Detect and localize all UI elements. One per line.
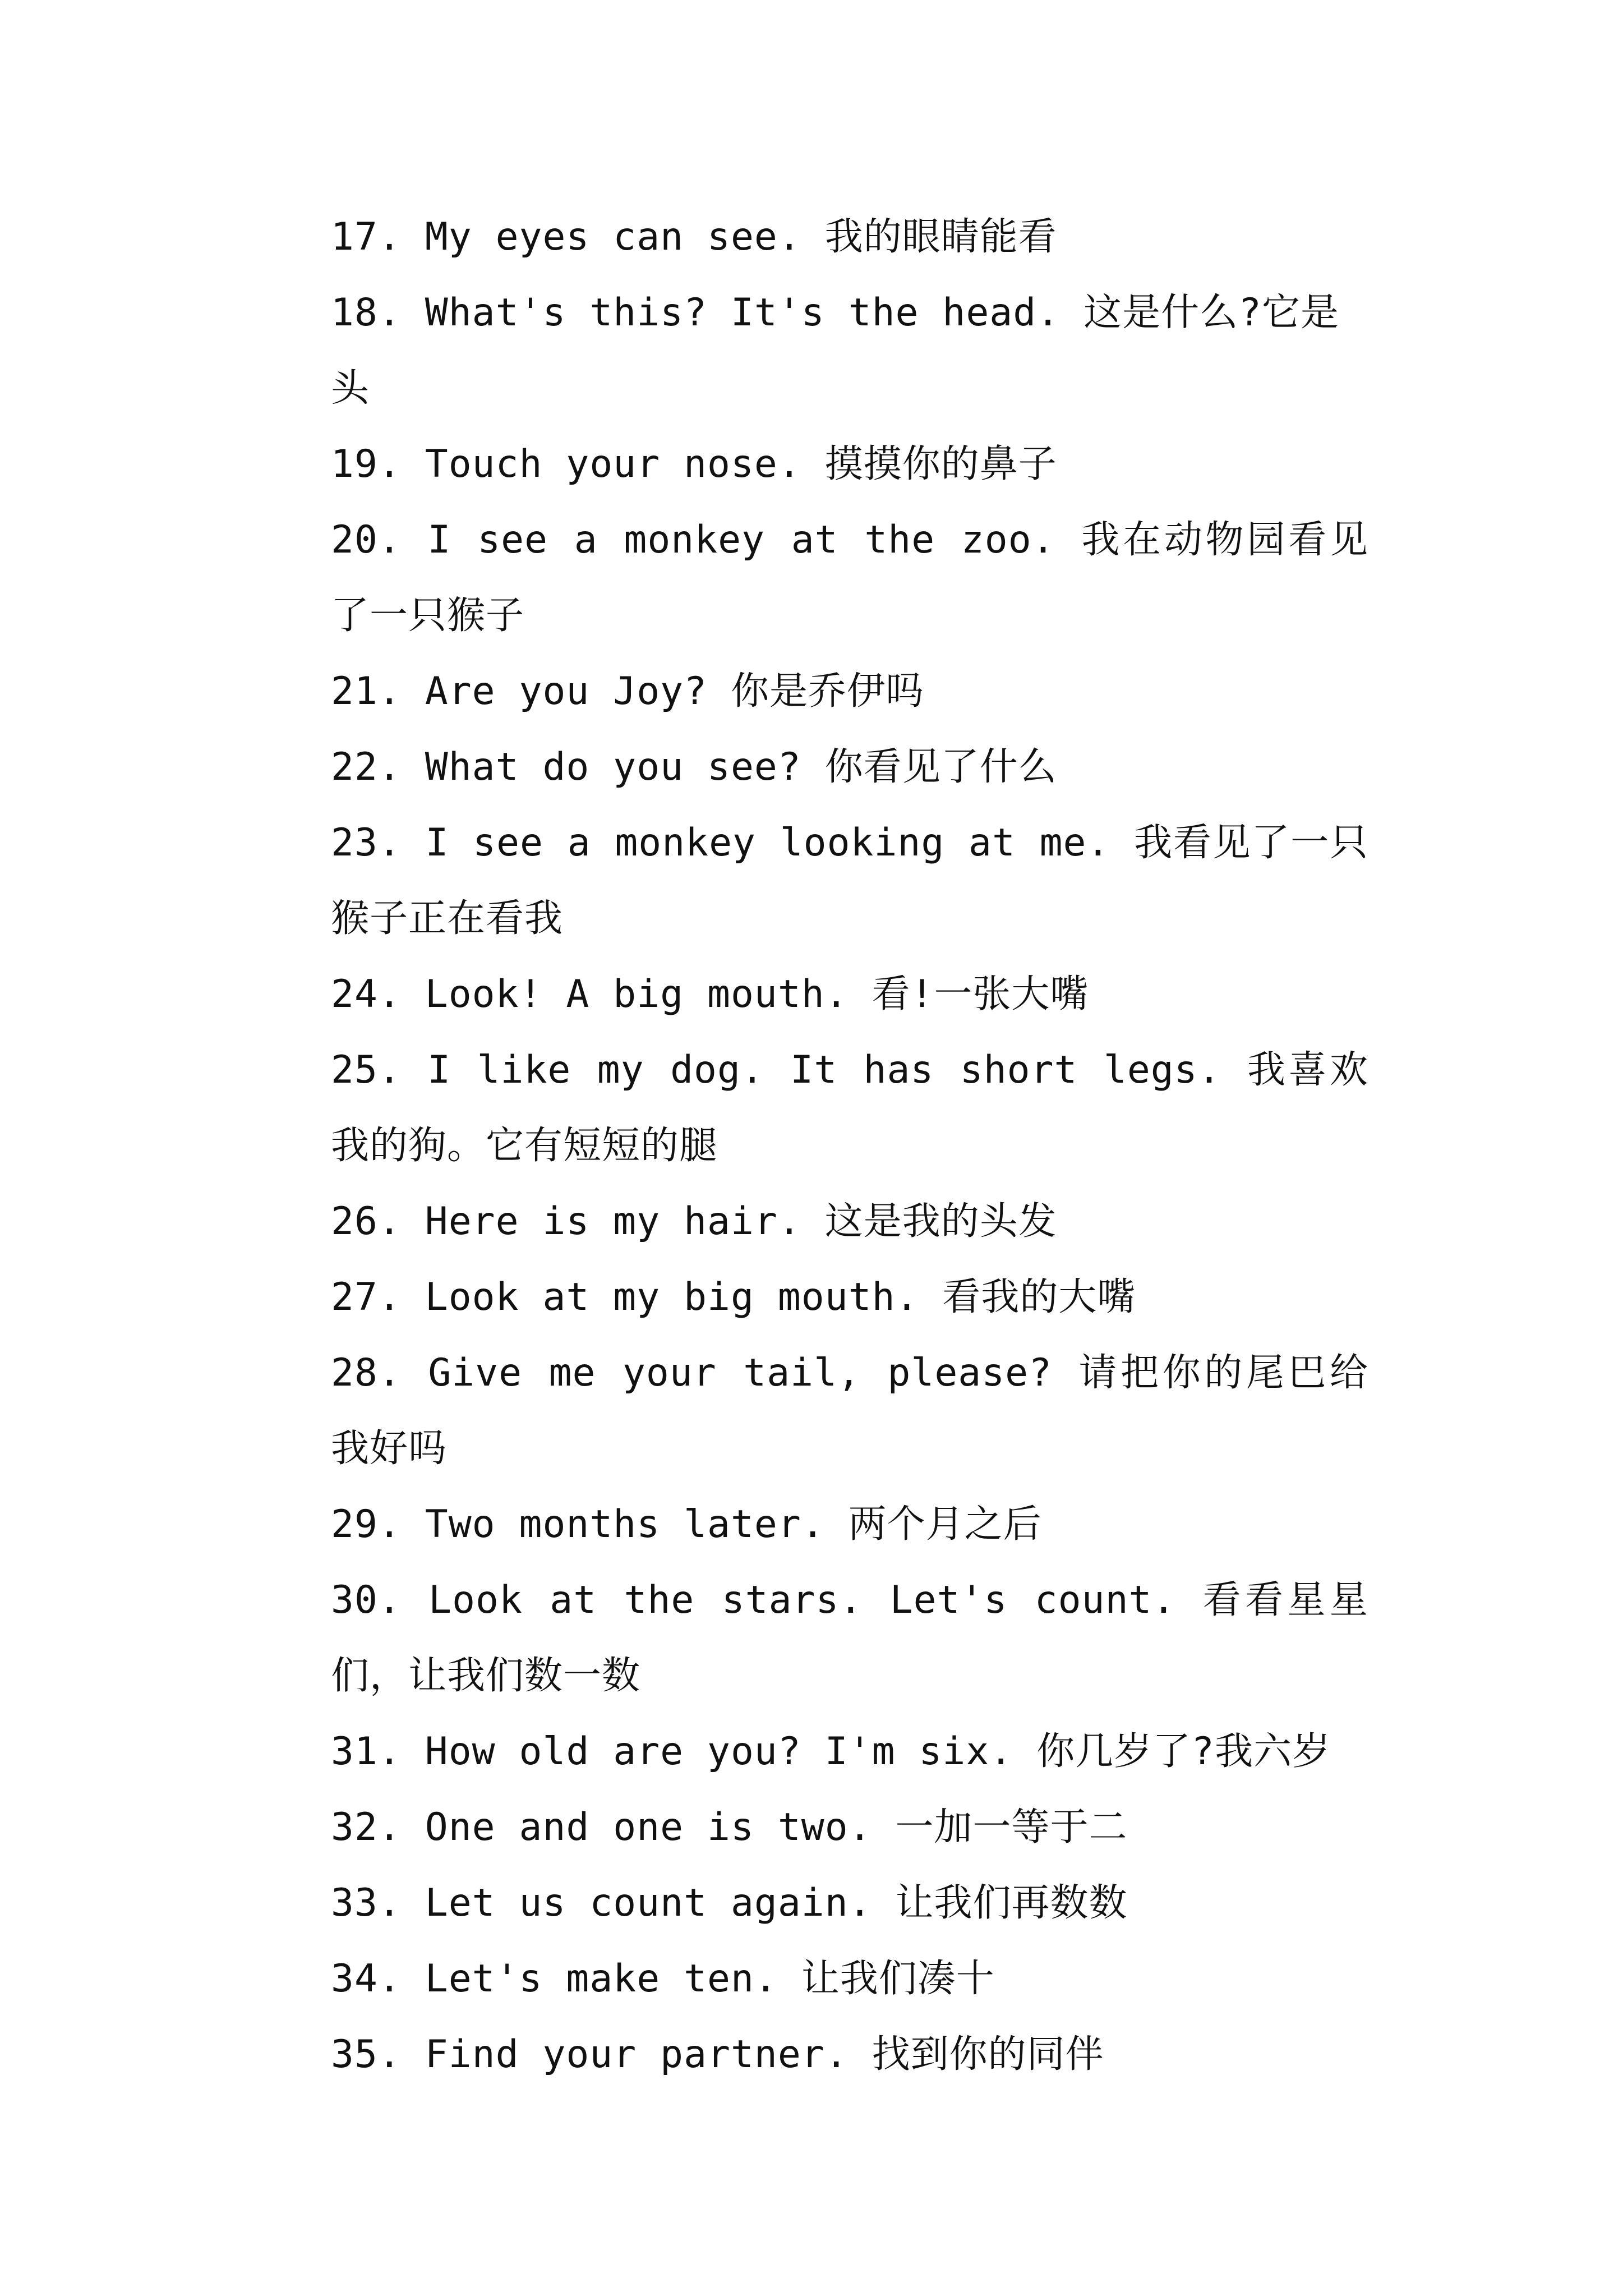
sentence-24: 24. Look! A big mouth. 看!一张大嘴 <box>331 972 1089 1016</box>
sentence-23: 23. I see a monkey looking at me. 我看见了一只猴子正在看我 <box>331 821 1368 941</box>
sentence-27: 27. Look at my big mouth. 看我的大嘴 <box>331 1275 1136 1319</box>
sentence-28: 28. Give me your tail, please? 请把你的尾巴给我好吗 <box>331 1351 1368 1471</box>
sentence-list <box>247 199 1368 2092</box>
sentence-18: 18. What's this? It's the head. 这是什么?它是头 <box>331 291 1340 411</box>
sentence-21: 21. Are you Joy? 你是乔伊吗 <box>331 669 924 714</box>
sentence-17: 17. My eyes can see. 我的眼睛能看 <box>331 215 1057 259</box>
sentence-32: 32. One and one is two. 一加一等于二 <box>331 1805 1128 1849</box>
sentence-20: 20. I see a monkey at the zoo. 我在动物园看见了一只猴子 <box>331 518 1368 638</box>
sentence-33: 33. Let us count again. 让我们再数数 <box>331 1881 1128 1925</box>
sentence-31: 31. How old are you? I'm six. 你几岁了?我六岁 <box>331 1729 1331 1774</box>
sentence-35: 35. Find your partner. 找到你的同伴 <box>331 2032 1104 2077</box>
sentence-25: 25. I like my dog. It has short legs. 我喜欢我的狗。它有短短的腿 <box>331 1048 1368 1168</box>
sentence-30: 30. Look at the stars. Let's count. 看看星星们，让我们数一数 <box>331 1578 1368 1698</box>
sentence-26: 26. Here is my hair. 这是我的头发 <box>331 1199 1057 1244</box>
sentence-19: 19. Touch your nose. 摸摸你的鼻子 <box>331 442 1057 486</box>
sentence-22: 22. What do you see? 你看见了什么 <box>331 745 1057 789</box>
sentence-34: 34. Let's make ten. 让我们凑十 <box>331 1957 995 2001</box>
sentence-29: 29. Two months later. 两个月之后 <box>331 1502 1042 1547</box>
